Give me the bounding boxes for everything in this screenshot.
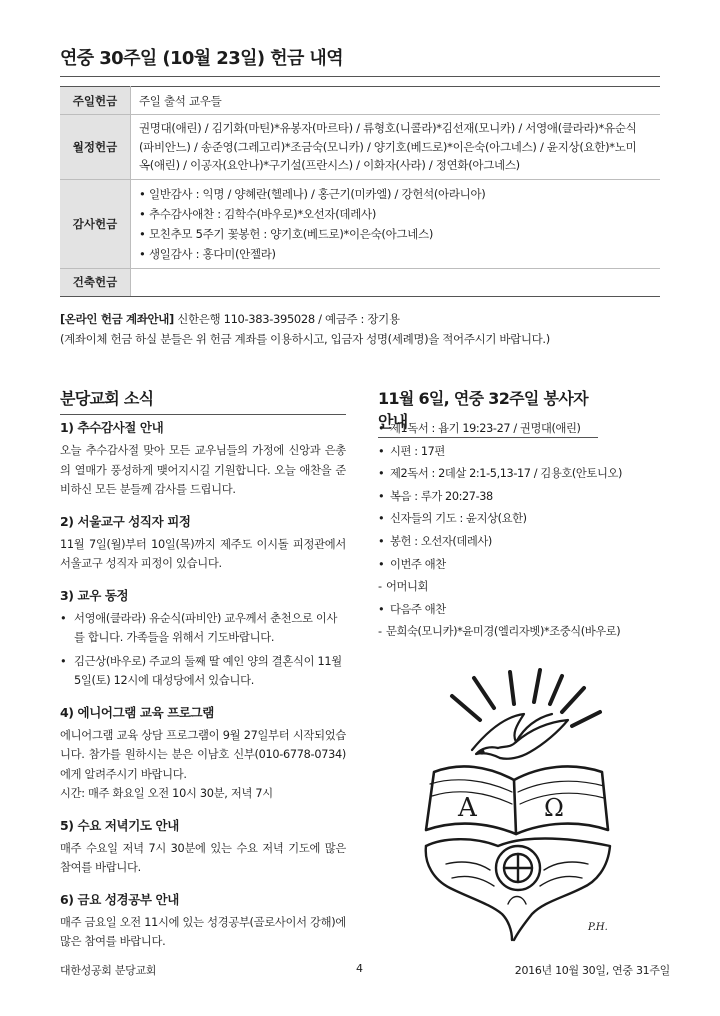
offering-value-monthly <box>131 115 661 180</box>
volunteers-list <box>378 418 668 644</box>
offering-label-sunday: 주일헌금 <box>60 87 131 115</box>
open-bible-icon <box>426 766 608 834</box>
list-item: • 신자들의 기도 : 윤지상(요한) <box>378 508 668 531</box>
volunteers-section-title: 11월 6일, 연중 32주일 봉사자 안내 <box>378 386 598 438</box>
list-item: • 추수감사애찬 : 김학수(바우로)*오선자(데레사) <box>139 204 652 224</box>
offering-label-monthly: 월정헌금 <box>60 115 131 180</box>
footer-church-name: 대한성공회 분당교회 <box>60 964 157 977</box>
news-column <box>60 418 346 964</box>
offering-value-building <box>131 268 661 296</box>
news-heading: 2) 서울교구 성직자 피정 <box>60 513 191 529</box>
news-section-title: 분당교회 소식 <box>60 386 346 415</box>
monthly-line: 권명대(애린) / 김기화(마틴)*유봉자(마르타) / 류형호(니콜라)*김선재(모니카) / 서영애(클라라)*유순식 <box>139 121 637 135</box>
alpha-letter: Α <box>458 793 477 823</box>
news-body: 오늘 추수감사절 맞아 모든 교우님들의 가정에 신앙과 은총의 열매가 풍성하게 맺어지시길 기원합니다. 오늘 애찬을 준비하신 모든 분들께 감사를 드립니다. <box>60 444 346 496</box>
news-item-2 <box>60 512 346 574</box>
news-item-4 <box>60 703 346 804</box>
news-item-5 <box>60 816 346 878</box>
bank-label: [온라인 헌금 계좌안내] <box>60 312 174 326</box>
rays-icon <box>452 670 600 726</box>
list-item: • 제1독서 : 욥기 19:23-27 / 권명대(애린) <box>378 418 668 441</box>
artist-signature: P.H. <box>588 922 608 933</box>
list-item: • 다음주 애찬 <box>378 599 668 622</box>
news-body: 매주 수요일 저녁 7시 30분에 있는 수요 저녁 기도에 많은 참여를 바랍니다. <box>60 841 346 874</box>
bank-account: 신한은행 110-383-395028 / 예금주 : 장기용 <box>177 312 400 326</box>
offering-row-sunday <box>60 87 660 115</box>
list-item: • 시편 : 17편 <box>378 441 668 464</box>
bank-account-info <box>60 309 670 349</box>
list-item: • 복음 : 루가 20:27-38 <box>378 486 668 509</box>
list-item: - 문희숙(모니카)*윤미경(엘리자벳)*조중식(바우로) <box>378 621 668 644</box>
news-bullets <box>60 609 346 691</box>
offering-row-building <box>60 268 660 296</box>
dove-bible-emblem-illustration <box>412 668 622 944</box>
list-item: • 일반감사 : 익명 / 양혜란(헬레나) / 홍근기(미카엘) / 강헌석(아라니아) <box>139 184 652 204</box>
dove-icon <box>472 714 568 759</box>
footer-date: 2016년 10월 30일, 연중 31주일 <box>514 964 670 977</box>
list-item: • 이번주 애찬 <box>378 554 668 577</box>
offering-value-gratitude <box>131 179 661 268</box>
offering-value-sunday: 주일 출석 교우들 <box>131 87 661 115</box>
list-item: • 서영애(클라라) 유순식(파비안) 교우께서 춘천으로 이사를 합니다. 가족들을 위해서 기도바랍니다. <box>60 609 346 648</box>
paten-cross-icon <box>496 846 540 890</box>
news-item-6 <box>60 890 346 952</box>
offering-label-gratitude: 감사헌금 <box>60 179 131 268</box>
list-item: - 어머니회 <box>378 576 668 599</box>
offering-table <box>60 86 660 297</box>
volunteers-column <box>378 418 668 644</box>
omega-letter: Ω <box>544 794 564 822</box>
offering-label-building: 건축헌금 <box>60 268 131 296</box>
news-heading: 5) 수요 저녁기도 안내 <box>60 817 179 833</box>
page-number: 4 <box>356 962 363 975</box>
news-heading: 1) 추수감사절 안내 <box>60 420 164 435</box>
news-body: 에니어그램 교육 상담 프로그램이 9월 27일부터 시작되었습니다. 참가를 원하시는 분은 이남호 신부(010-6778-0734)에게 알려주시기 바랍니다. <box>60 728 346 781</box>
offering-row-gratitude <box>60 179 660 268</box>
news-heading: 4) 에니어그램 교육 프로그램 <box>60 704 214 720</box>
news-item-3 <box>60 586 346 691</box>
list-item: • 제2독서 : 2데살 2:1-5,13-17 / 김용호(안토니오) <box>378 463 668 486</box>
news-body: 매주 금요일 오전 11시에 있는 성경공부(골로사이서 강해)에 많은 참여를 바랍니다. <box>60 915 346 948</box>
bank-note: (계좌이체 헌금 하실 분들은 위 헌금 계좌를 이용하시고, 입금자 성명(세례명)을 적어주시기 바랍니다.) <box>60 332 550 346</box>
list-item: • 봉헌 : 오선자(데레사) <box>378 531 668 554</box>
gratitude-list <box>139 184 652 264</box>
monthly-line: 옥(애린) / 이공자(요안나)*구기설(프란시스) / 이화자(사라) / 정연화(아그네스) <box>139 158 520 172</box>
list-item: • 생일감사 : 홍다미(안젤라) <box>139 244 652 264</box>
news-heading: 6) 금요 성경공부 안내 <box>60 891 179 907</box>
page-title: 연중 30주일 (10월 23일) 헌금 내역 <box>60 44 660 77</box>
news-heading: 3) 교우 동정 <box>60 587 129 603</box>
list-item: • 김근상(바우로) 주교의 둘째 딸 예인 양의 결혼식이 11월 5일(토) 12시에 대성당에서 있습니다. <box>60 652 346 691</box>
news-body: 11월 7일(월)부터 10일(목)까지 제주도 이시돌 피정관에서 서울교구 성직자 피정이 있습니다. <box>60 537 346 570</box>
news-item-1 <box>60 418 346 500</box>
list-item: • 모친추모 5주기 꽃봉헌 : 양기호(베드로)*이은숙(아그네스) <box>139 224 652 244</box>
news-time: 시간: 매주 화요일 오전 10시 30분, 저녁 7시 <box>60 787 273 800</box>
offering-row-monthly <box>60 115 660 180</box>
monthly-line: (파비안느) / 송준영(그레고리)*조금숙(모니카) / 양기호(베드로)*이은숙(아그네스) / 윤지상(요한)*노미 <box>139 139 637 154</box>
